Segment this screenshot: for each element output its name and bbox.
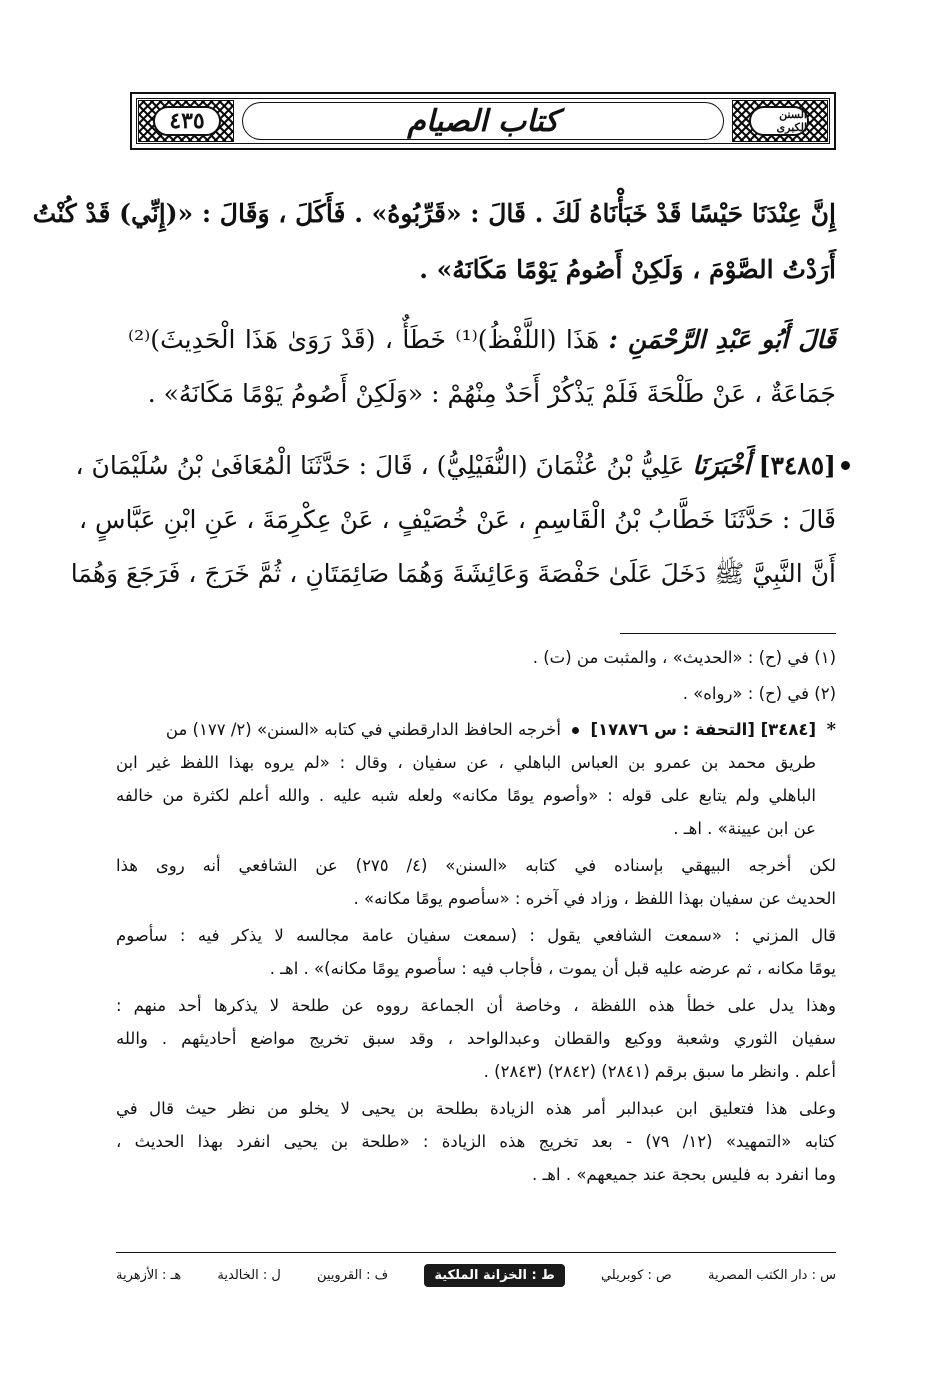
akhbarana-label: أَخْبَرَنَا [692,451,751,480]
commentary-line-4: عن ابن عيينة» . اهـ . [673,819,816,838]
commentary-line-14: وما انفرد به فليس بحجة عند جميعهم» . اهـ . [531,1165,836,1184]
commentary-line-5: لكن أخرجه البيهقي بإسناده في كتابه «السنن» (٤/ ٢٧٥) عن الشافعي أنه روى هذا [116,856,836,875]
commentary-line-13: كتابه «التمهيد» (١٢/ ٧٩) - بعد تخريج هذه الزيادة : «طلحة بن يحيى انفرد بهذا الحديث ، [116,1132,836,1151]
author-label: قَالَ أَبُو عَبْدِ الرَّحْمَنِ : [608,325,836,354]
main-line-5 [75,442,836,490]
book-title: كتاب الصيام [407,103,559,139]
main-line-3-text: هَذَا (اللَّفْظُ)⁽¹⁾ خَطَأٌ ، (قَدْ رَوَىٰ هَذَا الْحَدِيثَ)⁽²⁾ [128,325,600,354]
sigla-item-highlighted: ط : الخزانة الملكية [424,1264,564,1287]
commentary-line-12: وعلى هذا فتعليق ابن عبدالبر أمر هذه الزيادة بطلحة بن يحيى لا يخلو من نظر حيث قال في [116,1099,836,1118]
commentary-line-8: يومًا مكانه ، ثم عرضه عليه قبل أن يموت ، فأجاب فيه : سأصوم يومًا مكانه)» . اهـ . [269,959,836,978]
commentary-line-10: سفيان الثوري وشعبة ووكيع والقطان وعبدالواحد ، وقد سبق تخريج مواضع أحاديثهم . والله [116,1029,836,1048]
main-line-1: إِنَّ عِنْدَنَا حَيْسًا قَدْ خَبَأْنَاهُ لَكَ . قَالَ : «قَرِّبُوهُ» . فَأَكَلَ ، وَقَالَ : «(إِنِّي) قَدْ كُنْتُ [32,199,836,228]
sigla-item: س : دار الكتب المصرية [707,1267,836,1283]
footnote-2: (٢) في (ح) : «رواه» . [682,684,836,703]
commentary-line-11: أعلم . وانظر ما سبق برقم (٢٨٤١) (٢٨٤٢) (٢٨٤٣) . [483,1062,836,1081]
bullet-icon [841,461,850,470]
hadith-number: [٣٤٨٥] [758,451,836,480]
sigla-item: ف : القرويين [317,1267,389,1283]
header-ornament-left [138,100,234,142]
sigla-separator [116,1252,836,1253]
logo-badge: السنن الكبرى [749,106,809,136]
sigla-item: ص : كوبريلي [600,1267,672,1283]
commentary-line-9: وهذا يدل على خطأ هذه اللفظة ، وخاصة أن الجماعة رووه عن طلحة لا يذكرها أحد منهم : [116,996,836,1015]
sigla-item: ل : الخالدية [217,1267,281,1283]
page-header [130,92,836,150]
asterisk-icon: * [826,719,836,740]
commentary-line-3: الباهلي ولم يتابع على قوله : «وأصوم يومًا مكانه» ولعله شبه عليه . والله أعلم لكثرة من خالفه [116,786,816,805]
main-line-4: جَمَاعَةٌ ، عَنْ طَلْحَةَ فَلَمْ يَذْكُرْ أَحَدٌ مِنْهُمْ : «وَلَكِنْ أَصُومُ يَوْمًا مَكَانَهُ» . [147,379,836,408]
sigla-legend [116,1262,836,1288]
main-line-2: أَرَدْتُ الصَّوْمَ ، وَلَكِنْ أَصُومُ يَوْمًا مَكَانَهُ» . [419,255,836,284]
commentary-line-1 [116,715,816,745]
commentary-line-6: الحديث عن سفيان بهذا اللفظ ، وزاد في آخره : «سأصوم يومًا مكانه» . [353,889,836,908]
page-number: ٤٣٥ [153,106,221,136]
main-line-3 [128,316,836,364]
commentary-ref: [٣٤٨٤] [التحفة : س ١٧٨٧٦] [590,720,816,739]
sigla-item: هـ : الأزهرية [116,1267,182,1283]
main-line-7: أَنَّ النَّبِيَّ ﷺ دَخَلَ عَلَىٰ حَفْصَةَ وَعَائِشَةَ وَهُمَا صَائِمَتَانِ ، ثُمَّ خَرَجَ ، فَرَجَعَ وَهُمَا [70,559,836,588]
commentary-line-2: طريق محمد بن عمرو بن العباس الباهلي ، عن سفيان ، وقال : «لم يروه بهذا اللفظ غير ابن [116,753,816,772]
footnote-1: (١) في (ح) : «الحديث» ، والمثبت من (ت) . [532,648,836,667]
commentary-line-7: قال المزني : «سمعت الشافعي يقول : (سمعت سفيان عامة مجالسه لا يذكر فيه : سأصوم [116,926,836,945]
main-line-5-text: عَلِيُّ بْنُ عُثْمَانَ (النُّفَيْلِيُّ) ، قَالَ : حَدَّثَنَا الْمُعَافَىٰ بْنُ سُلَيْمَانَ ، [75,451,685,480]
header-ornament-right [732,100,828,142]
dot-icon [572,727,579,734]
main-line-6: قَالَ : حَدَّثَنَا خَطَّابُ بْنُ الْقَاسِمِ ، عَنْ خُصَيْفٍ ، عَنْ عِكْرِمَةَ ، عَنِ ابْنِ عَبَّاسٍ ، [78,505,836,534]
footnote-separator [620,633,836,634]
commentary-line-1-text: أخرجه الحافظ الدارقطني في كتابه «السنن» (٢/ ١٧٧) من [165,720,561,739]
title-box [242,102,724,140]
